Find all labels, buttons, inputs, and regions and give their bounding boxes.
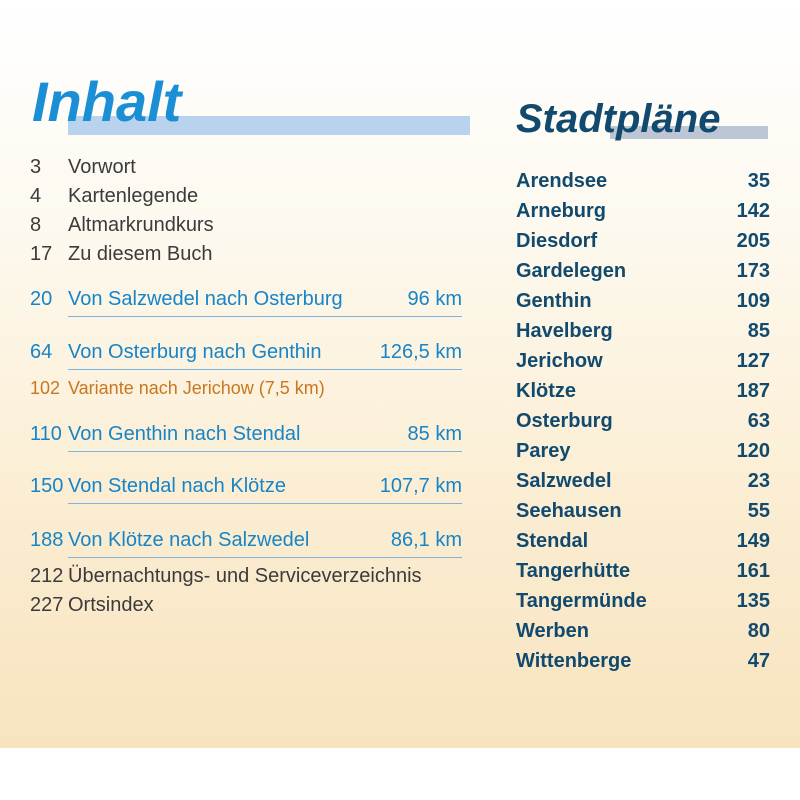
toc-entry bbox=[30, 375, 462, 401]
city-page-number: 55 bbox=[747, 500, 770, 522]
city-name: Jerichow bbox=[516, 350, 603, 372]
toc-page-number: 4 bbox=[30, 185, 42, 207]
toc-entry bbox=[30, 563, 462, 589]
city-map-list bbox=[516, 166, 770, 676]
city-name: Salzwedel bbox=[516, 470, 612, 492]
toc-entry bbox=[30, 241, 462, 267]
city-name: Osterburg bbox=[516, 410, 613, 432]
city-list-item bbox=[516, 316, 770, 346]
toc-entry-title: Ortsindex bbox=[68, 594, 154, 616]
toc-route-distance: 96 km bbox=[407, 288, 462, 310]
inhalt-title: Inhalt bbox=[32, 70, 182, 133]
city-list-item bbox=[516, 556, 770, 586]
city-list-item bbox=[516, 376, 770, 406]
toc-entry-title: Von Klötze nach Salzwedel bbox=[68, 529, 310, 551]
toc-page-number: 188 bbox=[30, 529, 64, 551]
city-name: Werben bbox=[516, 620, 589, 642]
toc-entry-title: Altmarkrundkurs bbox=[68, 214, 214, 236]
toc-entry bbox=[30, 339, 462, 365]
city-name: Arendsee bbox=[516, 170, 608, 192]
city-page-number: 161 bbox=[736, 560, 770, 582]
city-page-number: 187 bbox=[736, 380, 770, 402]
toc-route-distance: 86,1 km bbox=[390, 529, 462, 551]
city-page-number: 205 bbox=[736, 230, 770, 252]
toc-entry-title: Zu diesem Buch bbox=[68, 243, 213, 265]
city-list-item bbox=[516, 586, 770, 616]
page-bottom-margin bbox=[0, 748, 800, 800]
city-name: Tangermünde bbox=[516, 590, 647, 612]
city-name: Wittenberge bbox=[516, 650, 632, 672]
city-name: Arneburg bbox=[516, 200, 606, 222]
toc-page-number: 102 bbox=[30, 378, 61, 398]
city-list-item bbox=[516, 226, 770, 256]
city-list-item bbox=[516, 436, 770, 466]
toc-route-distance: 85 km bbox=[407, 423, 462, 445]
city-page-number: 63 bbox=[747, 410, 770, 432]
toc-page-number: 3 bbox=[30, 156, 42, 178]
toc-entry bbox=[30, 527, 462, 553]
toc-entry-title: Von Salzwedel nach Osterburg bbox=[68, 288, 343, 310]
toc-entry-title: Variante nach Jerichow (7,5 km) bbox=[68, 378, 325, 398]
city-list-item bbox=[516, 526, 770, 556]
toc-page-number: 8 bbox=[30, 214, 42, 236]
city-page-number: 120 bbox=[736, 440, 770, 462]
city-page-number: 47 bbox=[747, 650, 770, 672]
city-name: Seehausen bbox=[516, 500, 622, 522]
city-name: Havelberg bbox=[516, 320, 613, 342]
toc-page-number: 212 bbox=[30, 565, 64, 587]
toc-route-distance: 107,7 km bbox=[379, 475, 462, 497]
city-page-number: 173 bbox=[736, 260, 770, 282]
city-page-number: 142 bbox=[736, 200, 770, 222]
toc-entry-title: Von Genthin nach Stendal bbox=[68, 423, 301, 445]
city-page-number: 135 bbox=[736, 590, 770, 612]
toc-route-distance: 126,5 km bbox=[379, 341, 462, 363]
city-list-item bbox=[516, 166, 770, 196]
city-list-item bbox=[516, 286, 770, 316]
toc-entry bbox=[30, 183, 462, 209]
city-name: Stendal bbox=[516, 530, 589, 552]
toc-entry-title: Kartenlegende bbox=[68, 185, 199, 207]
city-page-number: 149 bbox=[736, 530, 770, 552]
city-list-item bbox=[516, 496, 770, 526]
city-name: Genthin bbox=[516, 290, 592, 312]
toc-entry-title: Von Osterburg nach Genthin bbox=[68, 341, 322, 363]
city-list-item bbox=[516, 196, 770, 226]
city-list-item bbox=[516, 646, 770, 676]
stadtplaene-title: Stadtpläne bbox=[516, 97, 721, 141]
toc-entry bbox=[30, 212, 462, 238]
toc-entry bbox=[30, 592, 462, 618]
toc-entry-title: Von Stendal nach Klötze bbox=[68, 475, 286, 497]
city-name: Diesdorf bbox=[516, 230, 598, 252]
city-list-item bbox=[516, 406, 770, 436]
toc-entry-title: Vorwort bbox=[68, 156, 136, 178]
city-list-item bbox=[516, 346, 770, 376]
city-page-number: 35 bbox=[747, 170, 770, 192]
toc-page-number: 227 bbox=[30, 594, 64, 616]
toc-page-number: 64 bbox=[30, 341, 53, 363]
city-name: Parey bbox=[516, 440, 571, 462]
city-list-item bbox=[516, 466, 770, 496]
toc-entry bbox=[30, 421, 462, 447]
toc-page-number: 17 bbox=[30, 243, 53, 265]
toc-entry bbox=[30, 473, 462, 499]
toc-entry-title: Übernachtungs- und Serviceverzeichnis bbox=[68, 565, 422, 587]
toc-page-number: 150 bbox=[30, 475, 64, 497]
city-page-number: 80 bbox=[747, 620, 770, 642]
toc-entry bbox=[30, 286, 462, 312]
city-page-number: 127 bbox=[736, 350, 770, 372]
toc-page-number: 20 bbox=[30, 288, 53, 310]
city-name: Gardelegen bbox=[516, 260, 627, 282]
city-name: Klötze bbox=[516, 380, 576, 402]
city-name: Tangerhütte bbox=[516, 560, 631, 582]
city-list-item bbox=[516, 256, 770, 286]
city-page-number: 23 bbox=[747, 470, 770, 492]
city-list-item bbox=[516, 616, 770, 646]
city-page-number: 85 bbox=[747, 320, 770, 342]
city-page-number: 109 bbox=[736, 290, 770, 312]
toc-page-number: 110 bbox=[30, 423, 62, 445]
toc-entry bbox=[30, 154, 462, 180]
